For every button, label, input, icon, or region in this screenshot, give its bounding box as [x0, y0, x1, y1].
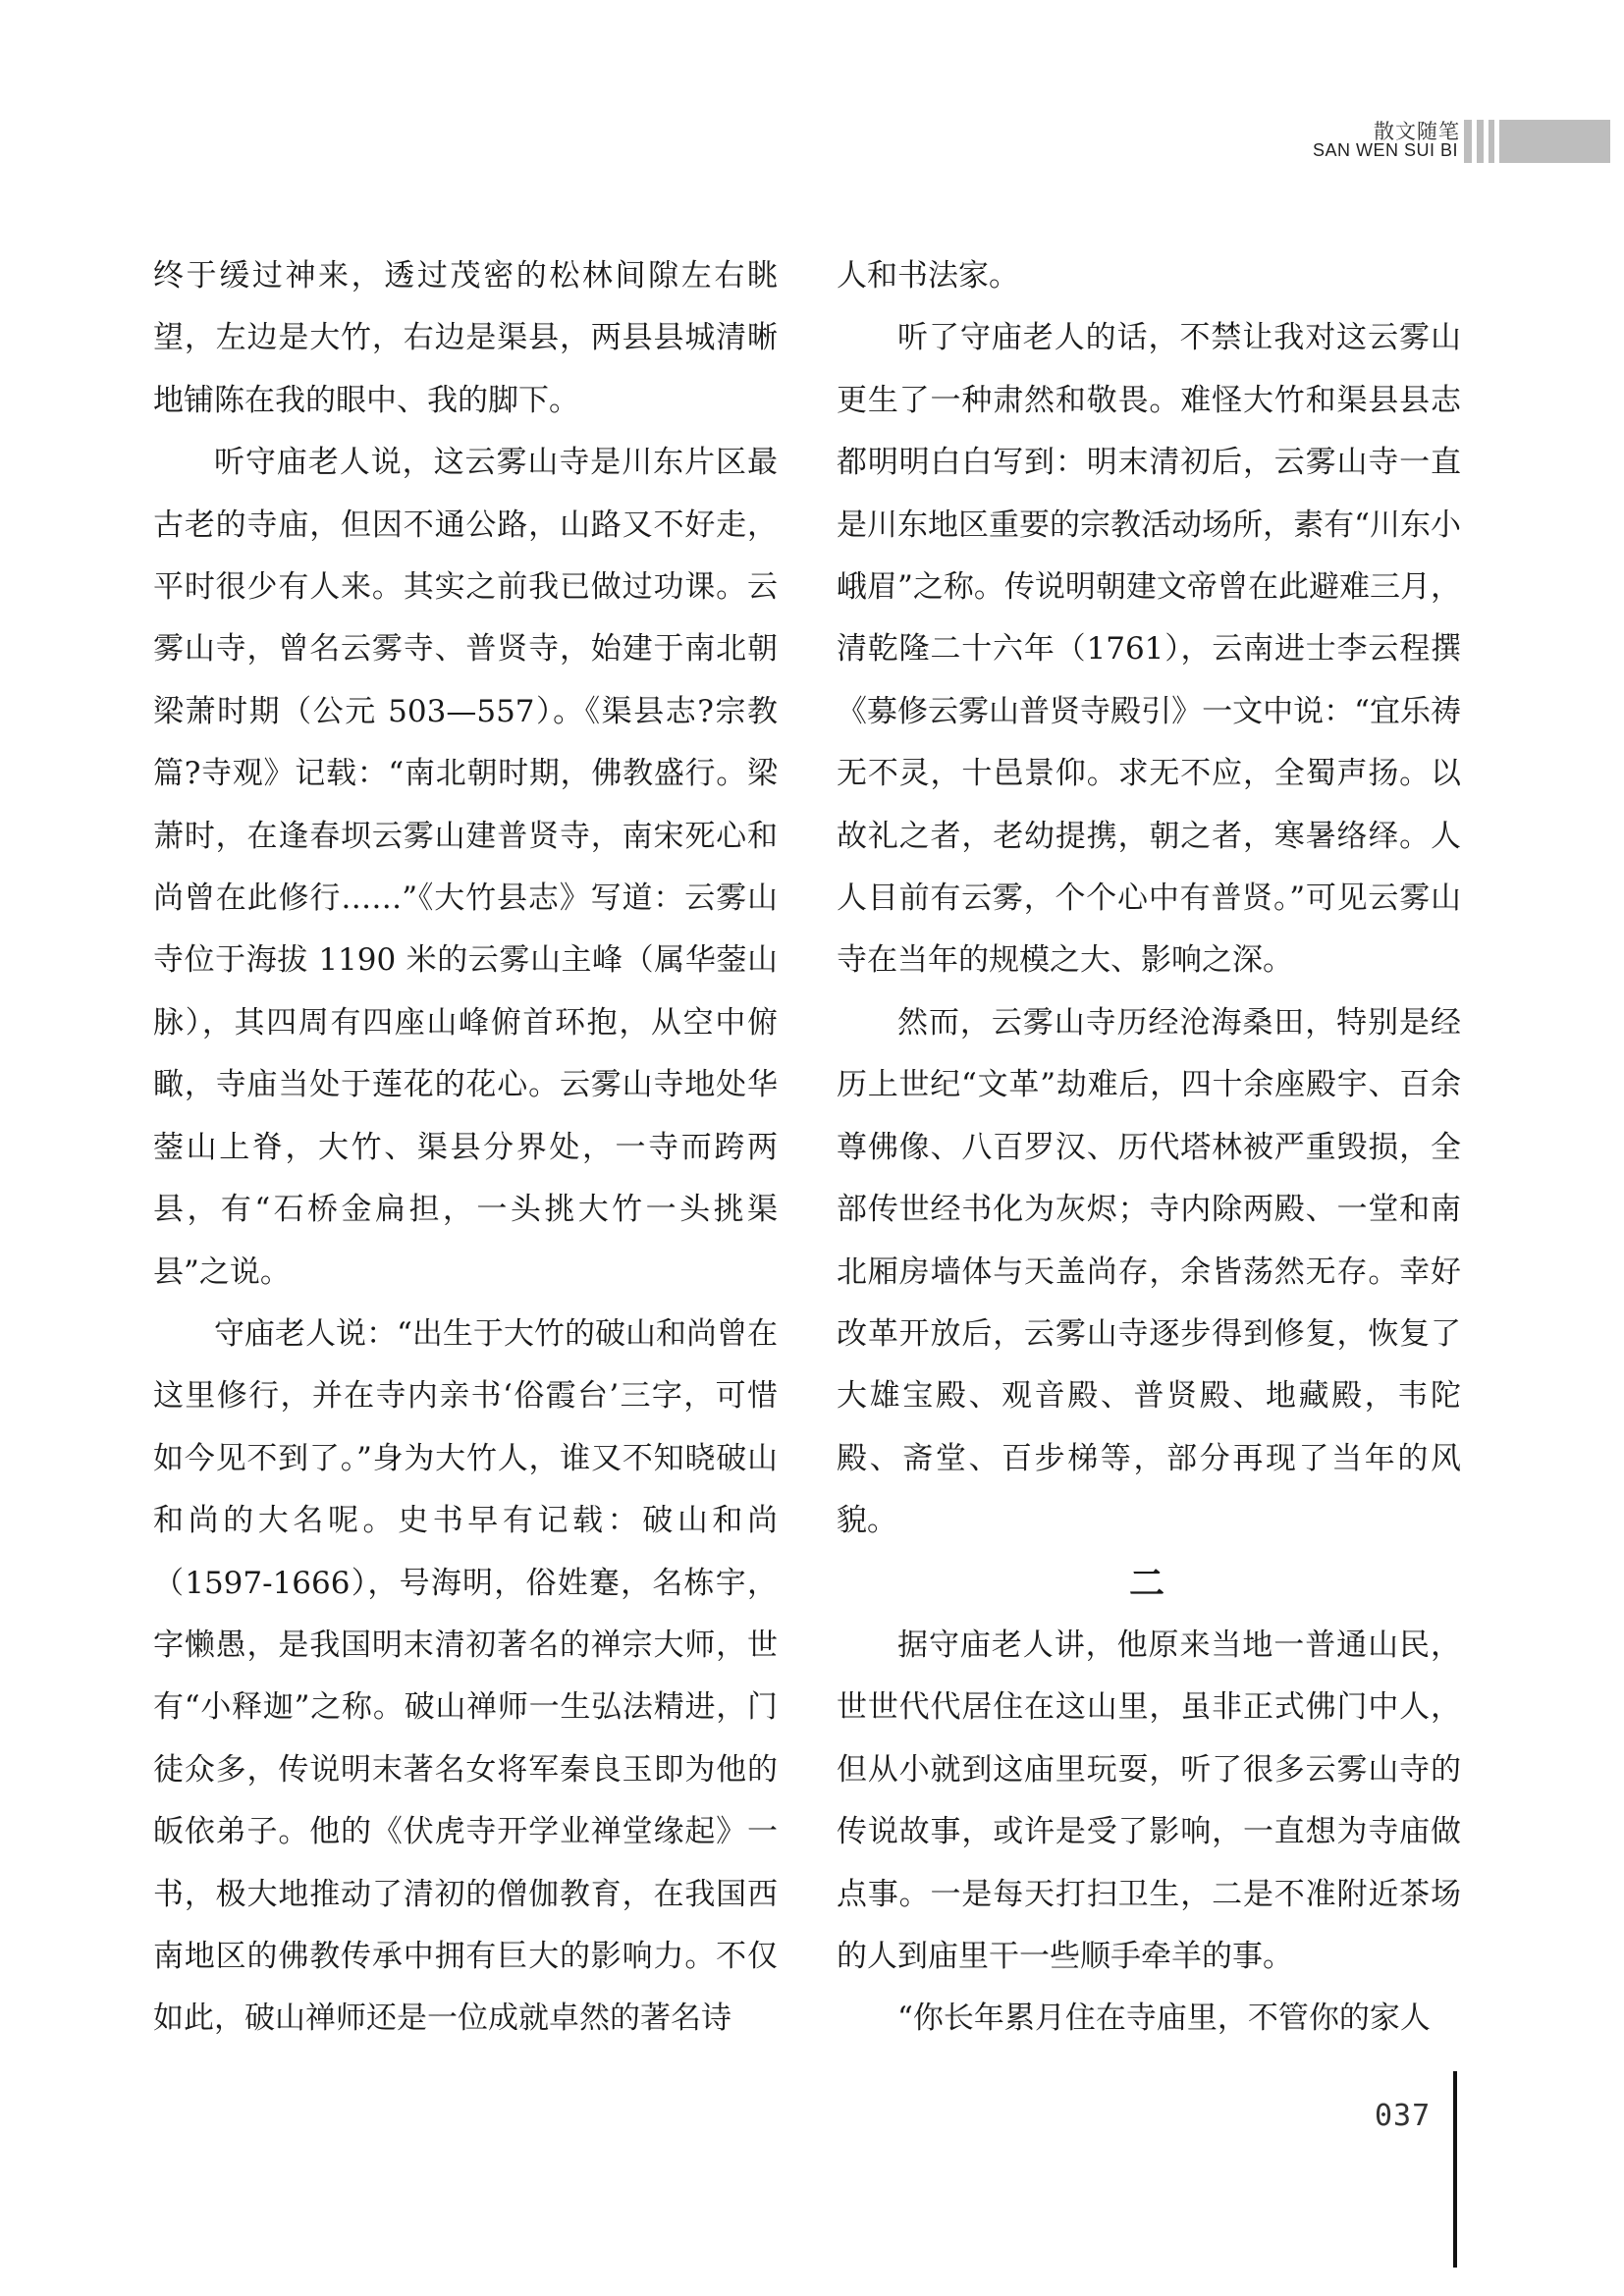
right-column	[837, 245, 1461, 2051]
paragraph: 然而，云雾山寺历经沧海桑田，特别是经历上世纪“文革”劫难后，四十余座殿宇、百余尊佛像、八百罗汉、历代塔林被严重毁损，全部传世经书化为灰烬；寺内除两殿、一堂和南北厢房墙体与天盖尚存，余皆荡然无存。幸好改革开放后，云雾山寺逐步得到修复，恢复了大雄宝殿、观音殿、普贤殿、地藏殿，韦陀殿、斋堂、百步梯等，部分再现了当年的风貌。	[837, 1004, 1461, 1539]
header-decoration-block	[1502, 120, 1610, 163]
paragraph: 守庙老人说：“出生于大竹的破山和尚曾在这里修行，并在寺内亲书‘俗霞台’三字，可惜如今见不到了。”身为大竹人，谁又不知晓破山和尚的大名呢。史书早有记载：破山和尚（1597-1666），号海明，俗姓蹇，名栋宇，字懒愚，是我国明末清初著名的禅宗大师，世有“小释迦”之称。破山禅师一生弘法精进，门徒众多，传说明末著名女将军秦良玉即为他的皈依弟子。他的《伏虎寺开学业禅堂缘起》一书，极大地推动了清初的僧伽教育，在我国西南地区的佛教传承中拥有巨大的影响力。不仅如此，破山禅师还是一位成就卓然的著名诗	[153, 1315, 778, 2037]
left-column	[153, 245, 778, 2051]
footer-rule	[1453, 2071, 1457, 2268]
paragraph: 听了守庙老人的话，不禁让我对这云雾山更生了一种肃然和敬畏。难怪大竹和渠县县志都明明白白写到：明末清初后，云雾山寺一直是川东地区重要的宗教活动场所，素有“川东小峨眉”之称。传说明朝建文帝曾在此避难三月，清乾隆二十六年（1761），云南进士李云程撰《募修云雾山普贤寺殿引》一文中说：“宜乐祷无不灵，十邑景仰。求无不应，全蜀声扬。以故礼之者，老幼提携，朝之者，寒暑络绎。人人目前有云雾，个个心中有普贤。”可见云雾山寺在当年的规模之大、影响之深。	[837, 320, 1461, 979]
header-decoration-bars	[1464, 120, 1504, 163]
paragraph: 据守庙老人讲，他原来当地一普通山民，世世代代居住在这山里，虽非正式佛门中人，但从小就到这庙里玩耍，听了很多云雾山寺的传说故事，或许是受了影响，一直想为寺庙做点事。一是每天打扫卫生，二是不准附近茶场的人到庙里干一些顺手牵羊的事。	[837, 1627, 1461, 1974]
paragraph: 终于缓过神来，透过茂密的松林间隙左右眺望，左边是大竹，右边是渠县，两县县城清晰地铺陈在我的眼中、我的脚下。	[153, 258, 778, 418]
section-heading: 二	[1128, 1563, 1168, 1604]
page-number: 037	[1375, 2099, 1432, 2133]
paragraph-continuation: 人和书法家。	[837, 258, 1019, 294]
section-title-en: SAN WEN SUI BI	[1312, 140, 1458, 160]
paragraph: “你长年累月住在寺庙里，不管你的家人	[897, 2001, 1431, 2037]
paragraph: 听守庙老人说，这云雾山寺是川东片区最古老的寺庙，但因不通公路，山路又不好走，平时很少有人来。其实之前我已做过功课。云雾山寺，曾名云雾寺、普贤寺，始建于南北朝梁萧时期（公元 503—557）。《渠县志?宗教篇?寺观》记载：“南北朝时期，佛教盛行。梁萧时，在逢春坝云雾山建普贤寺，南宋死心和尚曾在此修行……”《大竹县志》写道：云雾山寺位于海拔 1190 米的云雾山主峰（属华蓥山脉），其四周有四座山峰俯首环抱，从空中俯瞰，寺庙当处于莲花的花心。云雾山寺地处华蓥山上脊，大竹、渠县分界处，一寺而跨两县，有“石桥金扁担，一头挑大竹一头挑渠县”之说。	[153, 445, 778, 1290]
section-title-cn: 散文随笔	[1374, 120, 1460, 143]
